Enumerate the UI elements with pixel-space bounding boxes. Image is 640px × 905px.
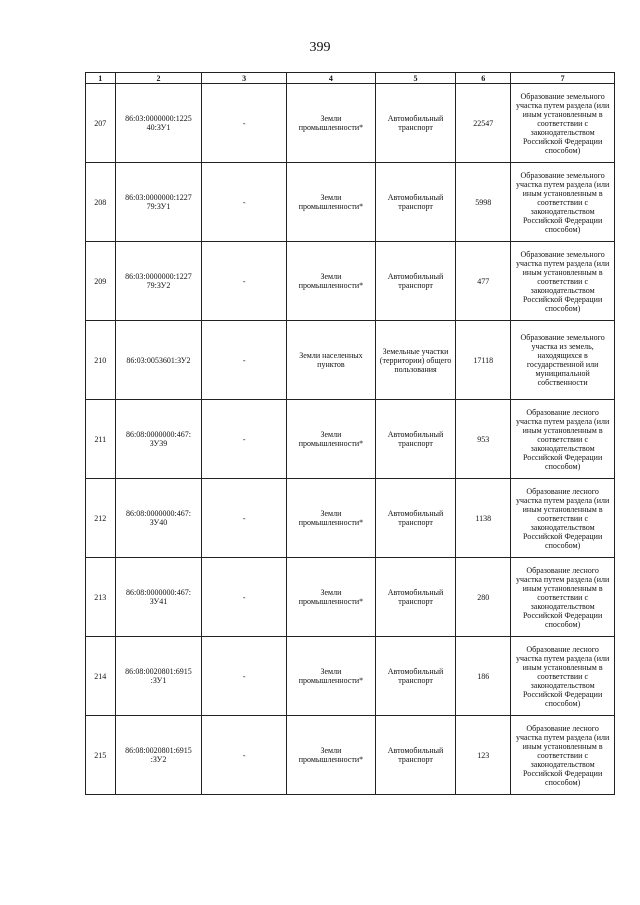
formation-method-cell: Образование лесного участка путем раздела (или иным установленным в соответствии с законодательством Российской Федерации способом): [511, 716, 615, 795]
column-3-cell: -: [202, 716, 287, 795]
area-cell: 17118: [456, 321, 511, 400]
cadastral-number-cell: 86:08:0020801:6915 :ЗУ2: [115, 716, 202, 795]
formation-method-cell: Образование лесного участка путем раздела (или иным установленным в соответствии с законодательством Российской Федерации способом): [511, 479, 615, 558]
column-3-cell: -: [202, 242, 287, 321]
permitted-use-cell: Автомобильный транспорт: [375, 479, 455, 558]
cadastral-number-cell: 86:03:0000000:1227 79:ЗУ1: [115, 163, 202, 242]
land-category-cell: Земли промышленности*: [286, 163, 375, 242]
permitted-use-cell: Автомобильный транспорт: [375, 163, 455, 242]
land-category-cell: Земли промышленности*: [286, 400, 375, 479]
land-category-cell: Земли промышленности*: [286, 716, 375, 795]
formation-method-cell: Образование земельного участка путем раздела (или иным установленным в соответствии с законодательством Российской Федерации способом): [511, 163, 615, 242]
cadastral-number-cell: 86:03:0000000:1227 79:ЗУ2: [115, 242, 202, 321]
column-header: 4: [286, 73, 375, 84]
area-cell: 477: [456, 242, 511, 321]
land-plots-table: [85, 72, 615, 795]
land-category-cell: Земли промышленности*: [286, 84, 375, 163]
column-3-cell: -: [202, 400, 287, 479]
area-cell: 186: [456, 637, 511, 716]
column-3-cell: -: [202, 321, 287, 400]
row-number-cell: 212: [86, 479, 116, 558]
row-number-cell: 207: [86, 84, 116, 163]
table-row: [86, 479, 615, 558]
formation-method-cell: Образование лесного участка путем раздела (или иным установленным в соответствии с законодательством Российской Федерации способом): [511, 637, 615, 716]
area-cell: 953: [456, 400, 511, 479]
cadastral-number-cell: 86:08:0000000:467: ЗУ40: [115, 479, 202, 558]
column-3-cell: -: [202, 84, 287, 163]
area-cell: 123: [456, 716, 511, 795]
row-number-cell: 208: [86, 163, 116, 242]
formation-method-cell: Образование земельного участка из земель, находящихся в государственной или муниципальной собственности: [511, 321, 615, 400]
column-header: 7: [511, 73, 615, 84]
land-category-cell: Земли промышленности*: [286, 558, 375, 637]
permitted-use-cell: Земельные участки (территории) общего пользования: [375, 321, 455, 400]
cadastral-number-cell: 86:03:0053601:ЗУ2: [115, 321, 202, 400]
permitted-use-cell: Автомобильный транспорт: [375, 84, 455, 163]
land-category-cell: Земли промышленности*: [286, 637, 375, 716]
permitted-use-cell: Автомобильный транспорт: [375, 716, 455, 795]
table-row: [86, 321, 615, 400]
column-header: 1: [86, 73, 116, 84]
table-row: [86, 242, 615, 321]
cadastral-number-cell: 86:03:0000000:1225 40:ЗУ1: [115, 84, 202, 163]
land-category-cell: Земли населенных пунктов: [286, 321, 375, 400]
row-number-cell: 213: [86, 558, 116, 637]
row-number-cell: 209: [86, 242, 116, 321]
permitted-use-cell: Автомобильный транспорт: [375, 400, 455, 479]
table-row: [86, 400, 615, 479]
row-number-cell: 211: [86, 400, 116, 479]
row-number-cell: 210: [86, 321, 116, 400]
land-category-cell: Земли промышленности*: [286, 479, 375, 558]
table-row: [86, 637, 615, 716]
area-cell: 22547: [456, 84, 511, 163]
cadastral-number-cell: 86:08:0000000:467: ЗУ39: [115, 400, 202, 479]
column-3-cell: -: [202, 558, 287, 637]
row-number-cell: 215: [86, 716, 116, 795]
column-3-cell: -: [202, 163, 287, 242]
table-row: [86, 84, 615, 163]
page-number: 399: [309, 40, 331, 55]
permitted-use-cell: Автомобильный транспорт: [375, 637, 455, 716]
formation-method-cell: Образование лесного участка путем раздела (или иным установленным в соответствии с законодательством Российской Федерации способом): [511, 400, 615, 479]
table-row: [86, 163, 615, 242]
area-cell: 5998: [456, 163, 511, 242]
table-row: [86, 558, 615, 637]
area-cell: 280: [456, 558, 511, 637]
table-row: [86, 716, 615, 795]
row-number-cell: 214: [86, 637, 116, 716]
formation-method-cell: Образование земельного участка путем раздела (или иным установленным в соответствии с законодательством Российской Федерации способом): [511, 242, 615, 321]
column-header: 3: [202, 73, 287, 84]
column-header: 2: [115, 73, 202, 84]
land-category-cell: Земли промышленности*: [286, 242, 375, 321]
formation-method-cell: Образование лесного участка путем раздела (или иным установленным в соответствии с законодательством Российской Федерации способом): [511, 558, 615, 637]
cadastral-number-cell: 86:08:0000000:467: ЗУ41: [115, 558, 202, 637]
permitted-use-cell: Автомобильный транспорт: [375, 242, 455, 321]
column-3-cell: -: [202, 479, 287, 558]
formation-method-cell: Образование земельного участка путем раздела (или иным установленным в соответствии с законодательством Российской Федерации способом): [511, 84, 615, 163]
column-header: 6: [456, 73, 511, 84]
cadastral-number-cell: 86:08:0020801:6915 :ЗУ1: [115, 637, 202, 716]
column-header: 5: [375, 73, 455, 84]
permitted-use-cell: Автомобильный транспорт: [375, 558, 455, 637]
area-cell: 1138: [456, 479, 511, 558]
column-number-row: [86, 73, 615, 84]
column-3-cell: -: [202, 637, 287, 716]
